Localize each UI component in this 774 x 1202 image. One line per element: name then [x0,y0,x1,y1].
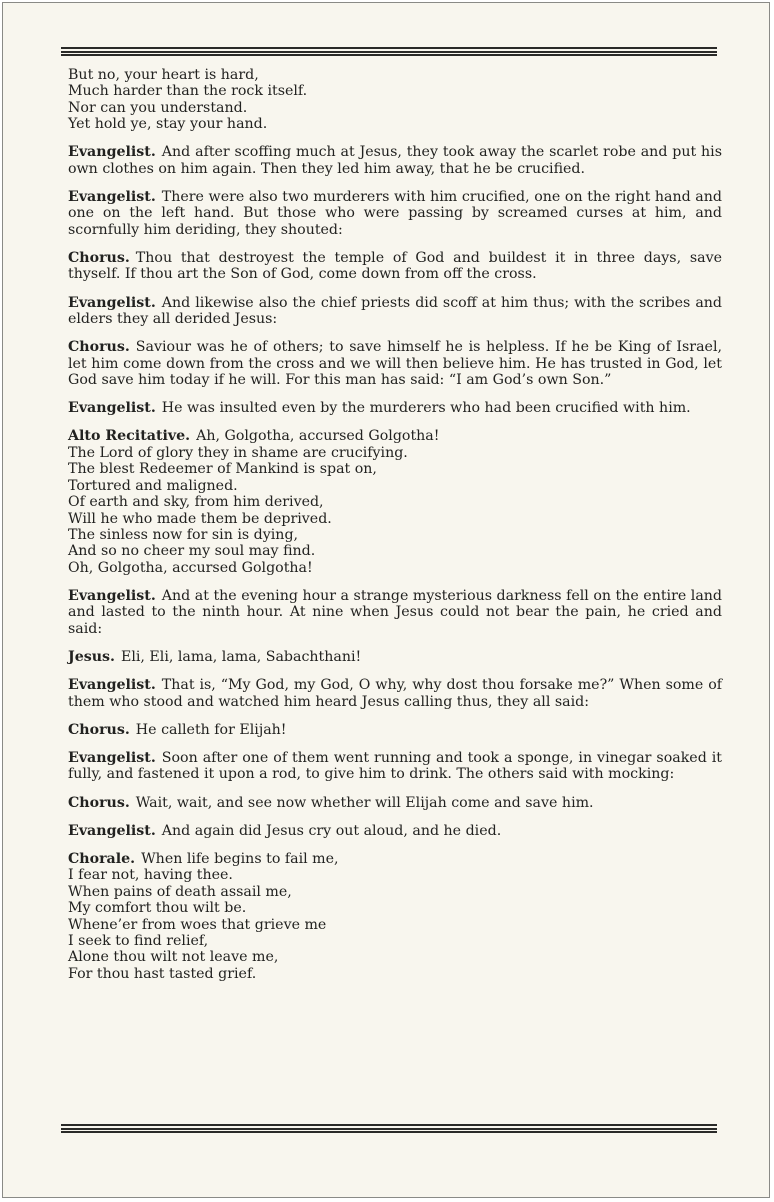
paragraph [68,649,722,665]
paragraph-text: Wait, wait, and see now whether will Elijah come and save him. [135,794,594,811]
verse-line: The sinless now for sin is dying, [68,526,299,543]
paragraph-text: Thou that destroyest the temple of God and buildest it in three days, save thyself. If thou art the Son of God, come down from off the cross. [68,250,722,283]
paragraph-text: And at the evening hour a strange mysterious darkness fell on the entire land and lasted to the ninth hour. At nine when Jesus could not bear the pain, he cried and said: [68,587,722,637]
paragraph [68,339,722,388]
speaker-label: Evangelist. [68,587,156,604]
speaker-label: Evangelist. [68,749,156,766]
page [2,2,770,1198]
speaker-label: Chorus. [68,339,130,356]
paragraph [68,144,722,177]
speaker-label: Chorus. [68,794,130,811]
paragraph [68,400,722,416]
verse-line: The blest Redeemer of Mankind is spat on, [68,461,377,478]
speaker-label: Evangelist. [68,189,156,206]
paragraph-text: And again did Jesus cry out aloud, and he died. [161,822,502,839]
speaker-label: Evangelist. [68,294,156,311]
paragraph [68,189,722,238]
paragraph [68,677,722,710]
opening-verse [68,67,722,133]
alto-recitative [68,428,722,576]
speaker-label: Chorus. [68,721,130,738]
speaker-label: Evangelist. [68,822,156,839]
verse-line: Much harder than the rock itself. [68,83,308,100]
bottom-double-rule [61,1124,717,1133]
speaker-label: Chorus. [68,250,130,267]
paragraph-text: He calleth for Elijah! [135,721,287,738]
paragraph-text: And after scoffing much at Jesus, they took away the scarlet robe and put his own clothes on him again. Then they led him away, that he be crucified. [68,144,722,177]
verse-line: My comfort thou wilt be. [68,900,247,917]
speaker-label: Alto Recitative. [68,428,191,445]
verse-line: Chorale. When life begins to fail me, [68,850,339,867]
paragraph [68,823,722,839]
paragraph-text: And likewise also the chief priests did scoff at him thus; with the scribes and elders they all derided Jesus: [68,294,722,328]
chorale [68,851,722,982]
verse-line: Alto Recitative. Ah, Golgotha, accursed Golgotha! [68,428,440,445]
speaker-label: Evangelist. [68,677,156,694]
paragraph [68,250,722,283]
verse-line: Oh, Golgotha, accursed Golgotha! [68,559,313,576]
speaker-label: Evangelist. [68,144,156,161]
verse-line: Of earth and sky, from him derived, [68,494,324,511]
paragraph [68,295,722,328]
paragraph-text: He was insulted even by the murderers who had been crucified with him. [161,400,691,417]
verse-line: And so no cheer my soul may find. [68,543,316,560]
verse-line: Yet hold ye, stay your hand. [68,116,268,133]
top-double-rule [61,47,717,56]
verse-line: Alone thou wilt not leave me, [68,949,279,966]
verse-line: I seek to find relief, [68,933,209,950]
paragraph [68,588,722,637]
verse-line: But no, your heart is hard, [68,67,259,83]
verse-line: For thou hast tasted grief. [68,965,257,982]
verse-line: Whene’er from woes that grieve me [68,916,327,933]
paragraph [68,750,722,783]
speaker-label: Jesus. [68,648,115,665]
paragraph-text: Soon after one of them went running and took a sponge, in vinegar soaked it fully, and fastened it upon a rod, to give him to drink. The others said with mocking: [68,749,722,783]
verse-line: I fear not, having thee. [68,867,233,884]
paragraph [68,795,722,811]
verse-line: Tortured and maligned. [68,477,238,494]
verse-line: When pains of death assail me, [68,883,292,900]
paragraph-text: Saviour was he of others; to save himself he is helpless. If he be King of Israel, let him come down from the cross and we will then believe him. He has trusted in God, let God save him today if he will. For this man has said: “I am God’s own Son.” [68,339,722,389]
speaker-label: Chorale. [68,850,136,867]
paragraph-text: There were also two murderers with him crucified, one on the right hand and one on the left hand. But those who were passing by screamed curses at him, and scornfully him deriding, they shouted: [68,189,722,238]
speaker-label: Evangelist. [68,400,156,417]
paragraph-text: Eli, Eli, lama, lama, Sabachthani! [120,648,362,665]
verse-line: The Lord of glory they in shame are crucifying. [68,444,408,461]
paragraph-text: That is, “My God, my God, O why, why dost thou forsake me?” When some of them who stood and watched him heard Jesus calling thus, they all said: [68,677,722,710]
verse-line: Nor can you understand. [68,99,248,116]
paragraph [68,722,722,738]
libretto-text [68,67,722,994]
verse-line: Will he who made them be deprived. [68,510,332,527]
